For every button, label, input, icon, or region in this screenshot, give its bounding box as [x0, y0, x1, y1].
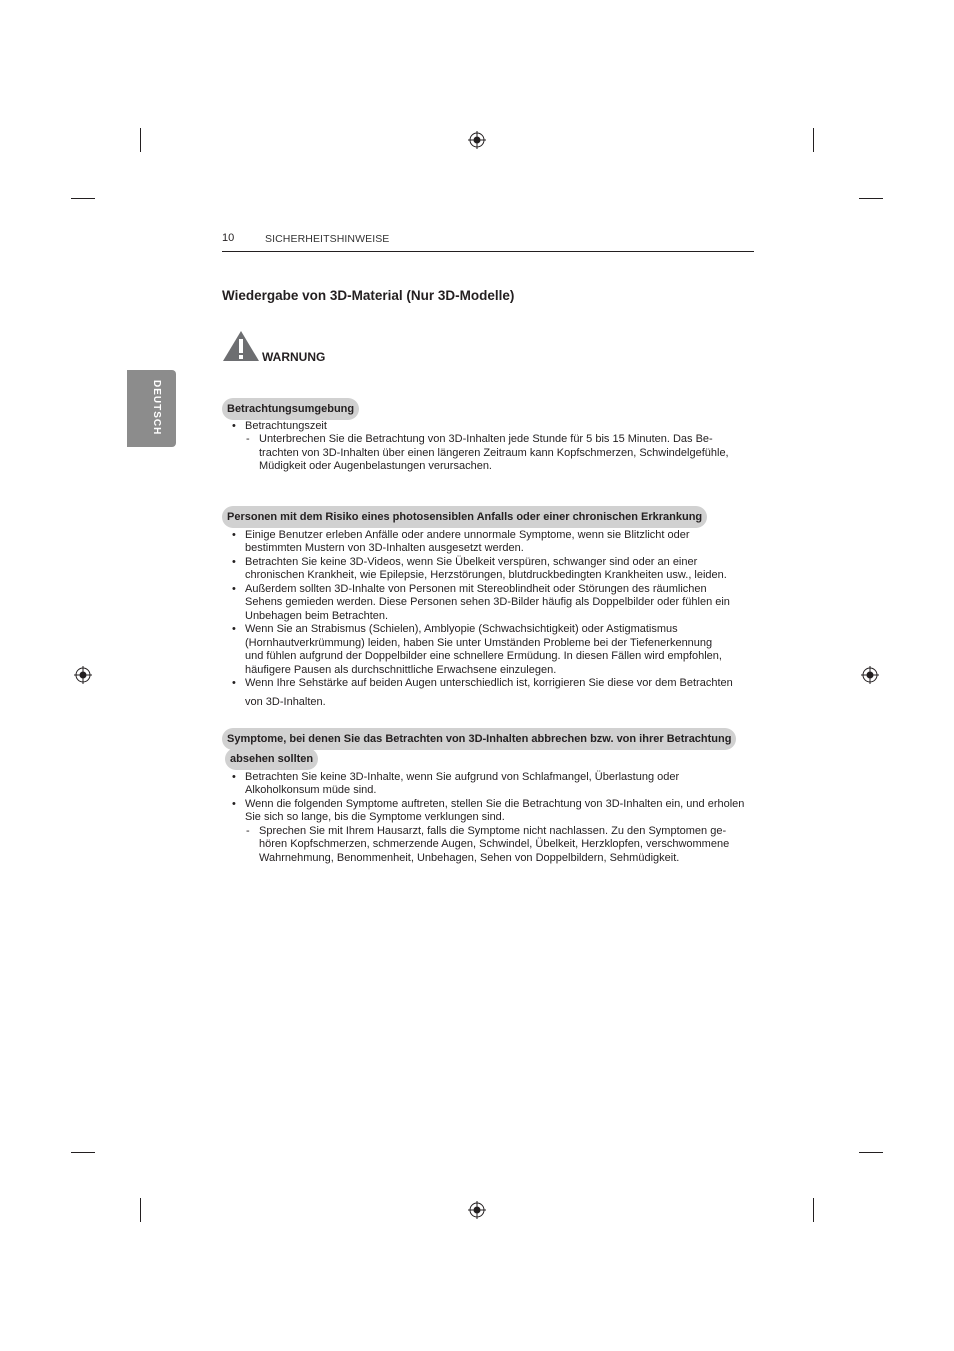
list-item-cont: Sie sich so lange, bis die Symptome verklungen sind.	[245, 811, 505, 823]
bullet-marker: •	[232, 583, 236, 595]
list-item: Betrachten Sie keine 3D-Videos, wenn Sie Übelkeit verspüren, schwanger sind oder an einer	[245, 556, 698, 568]
warning-label: WARNUNG	[262, 350, 326, 364]
list-item-cont: hören Kopfschmerzen, schmerzende Augen, Schwindel, Übelkeit, Herzklopfen, verschwommene	[259, 838, 730, 850]
bullet-marker: •	[232, 420, 236, 432]
crop-mark	[71, 1152, 95, 1153]
header-rule	[222, 251, 754, 252]
list-item-cont: Alkoholkonsum müde sind.	[245, 784, 377, 796]
section-heading: Personen mit dem Risiko eines photosensiblen Anfalls oder einer chronischen Erkrankung	[222, 506, 707, 528]
section-title: SICHERHEITSHINWEISE	[265, 233, 390, 245]
list-item-cont: Wahrnehmung, Benommenheit, Unbehagen, Sehen von Doppelbildern, Sehmüdigkeit.	[259, 852, 680, 864]
crop-mark	[140, 128, 141, 152]
list-item: Unterbrechen Sie die Betrachtung von 3D-Inhalten jede Stunde für 5 bis 15 Minuten. Das Be-	[259, 433, 713, 445]
registration-mark-icon	[861, 666, 879, 684]
bullet-marker: •	[232, 771, 236, 783]
list-item: Wenn die folgenden Symptome auftreten, stellen Sie die Betrachtung von 3D-Inhalten ein, und erholen	[245, 798, 745, 810]
list-item: Wenn Ihre Sehstärke auf beiden Augen unterschiedlich ist, korrigieren Sie diese vor dem Betrachten	[245, 677, 733, 689]
list-item: Betrachtungszeit	[245, 420, 327, 432]
bullet-marker: •	[232, 529, 236, 541]
crop-mark	[859, 198, 883, 199]
list-item-cont: häufigere Pausen als durchschnittliche Erwachsene einzulegen.	[245, 664, 557, 676]
crop-mark	[813, 128, 814, 152]
language-tab-label: DEUTSCH	[151, 380, 162, 436]
list-item-cont: und fühlen aufgrund der Doppelbilder eine schnellere Ermüdung. In diesen Fällen wird empfohlen,	[245, 650, 722, 662]
page-number: 10	[222, 232, 235, 244]
list-item-cont: Sehens gemieden werden. Diese Personen sehen 3D-Bilder häufig als Doppelbilder oder fühlen ein	[245, 596, 730, 608]
list-item-cont: Unbehagen beim Betrachten.	[245, 610, 389, 622]
language-tab	[127, 370, 176, 447]
crop-mark	[813, 1198, 814, 1222]
list-item: Betrachten Sie keine 3D-Inhalte, wenn Sie aufgrund von Schlafmangel, Überlastung oder	[245, 771, 680, 783]
crop-mark	[140, 1198, 141, 1222]
registration-mark-icon	[468, 131, 486, 149]
list-item: Wenn Sie an Strabismus (Schielen), Amblyopie (Schwachsichtigkeit) oder Astigmatismus	[245, 623, 678, 635]
page-heading: Wiedergabe von 3D-Material (Nur 3D-Modelle)	[222, 288, 515, 303]
list-item-cont: chronischen Krankheit, wie Epilepsie, Herzstörungen, blutdruckbedingten Krankheiten usw., leiden.	[245, 569, 727, 581]
crop-mark	[71, 198, 95, 199]
list-item-cont: von 3D-Inhalten.	[245, 696, 326, 708]
section-heading: Symptome, bei denen Sie das Betrachten von 3D-Inhalten abbrechen bzw. von ihrer Betrachtung	[222, 728, 736, 750]
bullet-marker: •	[232, 623, 236, 635]
dash-marker: -	[246, 433, 250, 445]
list-item-cont: trachten von 3D-Inhalten über einen längeren Zeitraum kann Kopfschmerzen, Schwindelgefühle,	[259, 447, 729, 459]
list-item: Einige Benutzer erleben Anfälle oder andere unnormale Symptome, wenn sie Blitzlicht oder	[245, 529, 690, 541]
section-heading: Betrachtungsumgebung	[222, 398, 359, 420]
list-item-cont: Müdigkeit oder Augenbelastungen verursachen.	[259, 460, 492, 472]
warning-triangle-icon	[222, 330, 260, 362]
bullet-marker: •	[232, 798, 236, 810]
crop-mark	[859, 1152, 883, 1153]
list-item: Außerdem sollten 3D-Inhalte von Personen mit Stereoblindheit oder Störungen des räumlichen	[245, 583, 707, 595]
list-item-cont: (Hornhautverkrümmung) leiden, haben Sie unter Umständen Probleme bei der Tiefenerkennung	[245, 637, 713, 649]
registration-mark-icon	[74, 666, 92, 684]
list-item-cont: bestimmten Mustern von 3D-Inhalten ausgesetzt werden.	[245, 542, 524, 554]
list-item: Sprechen Sie mit Ihrem Hausarzt, falls die Symptome nicht nachlassen. Zu den Symptomen ge-	[259, 825, 727, 837]
section-heading-cont: absehen sollten	[225, 748, 318, 770]
bullet-marker: •	[232, 556, 236, 568]
dash-marker: -	[246, 825, 250, 837]
bullet-marker: •	[232, 677, 236, 689]
registration-mark-icon	[468, 1201, 486, 1219]
